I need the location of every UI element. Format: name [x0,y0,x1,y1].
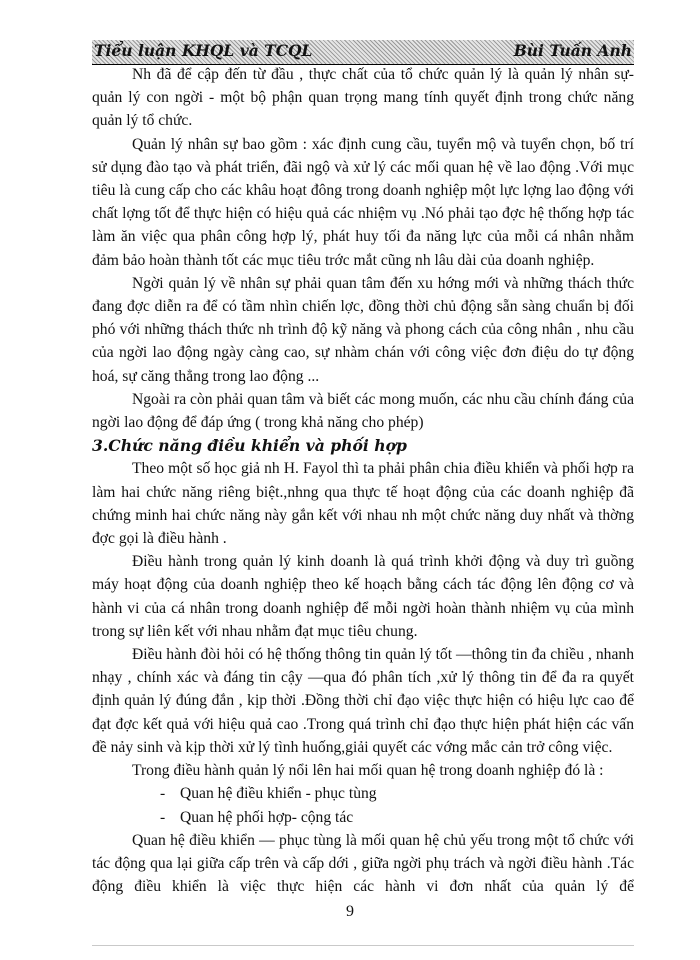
page-number: 9 [346,903,354,920]
bullet-dash: - [160,808,166,826]
section-heading: 3.Chức năng điều khiển và phối hợp [92,436,407,456]
paragraph-4: Ngoài ra còn phải quan tâm và biết các mong muốn, các nhu cầu chính đáng của ngời lao động để đáp ứng ( trong khả năng cho phép) [92,390,634,432]
bullet-dash: - [160,785,166,803]
page-body [92,63,634,898]
list-item-text: Quan hệ phối hợp- cộng tác [180,808,354,826]
relation-list [92,782,634,828]
paragraph-8: Trong điều hành quản lý nổi lên hai mối quan hệ trong doanh nghiệp đó là : [132,762,604,780]
list-item [92,806,634,829]
list-item [92,782,634,805]
paragraph-5: Theo một số học giả nh H. Fayol thì ta phải phân chia điều khiển và phối hợp ra làm hai chức năng riêng biệt.,nhng qua thực tế hoạt động của các doanh nghiệp đã chứng minh hai chức năng này gắn kết với nhau nh một chức năng duy nhất và thờng đợc gọi là điều hành . [92,460,634,548]
footer-rule [92,945,634,946]
header-author: Bùi Tuấn Anh [513,41,632,60]
paragraph-1: Nh đã để cập đến từ đầu , thực chất của tổ chức quản lý là quản lý nhân sự- quản lý con ngời - một bộ phận quan trọng mang tính quyết định trong chức năng quản lý tổ chức. [92,66,634,130]
paragraph-3: Ngời quản lý về nhân sự phải quan tâm đến xu hớng mới và những thách thức đang đợc diễn ra để có tầm nhìn chiến lợc, đồng thời chủ động sẵn sàng chuẩn bị đối phó với những thách thức nh trình độ kỹ năng và phong cách của công nhân , nhu cầu của ngời lao động ngày càng cao, sự nhàm chán với công việc đơn điệu do tự động hoá, sự căng thẳng trong lao động ... [92,274,634,385]
header-title: Tiểu luận KHQL và TCQL [94,41,313,60]
paragraph-7: Điều hành đòi hỏi có hệ thống thông tin quản lý tốt —thông tin đa chiều , nhanh nhạy , chính xác và đáng tin cậy —qua đó phân tích ,xử lý thông tin để đa ra quyết định quản lý đúng đắn , kịp thời .Đồng thời chỉ đạo việc thực hiện có hiệu lực cao để đạt đợc kết quả với hiệu quả cao .Trong quá trình chỉ đạo thực hiện phát hiện các vấn đề nảy sinh và kịp thời xử lý tình huống,giải quyết các vớng mắc cản trở công việc. [92,646,634,756]
page-header [92,40,634,65]
paragraph-6: Điều hành trong quản lý kinh doanh là quá trình khởi động và duy trì guồng máy hoạt động của doanh nghiệp theo kế hoạch bằng cách tác động lên động cơ và hành vi của cá nhân trong doanh nghiệp để mỗi ngời hoàn thành nhiệm vụ của mình trong sự liên kết với nhau nhằm đạt mục tiêu chung. [92,553,634,640]
paragraph-9: Quan hệ điều khiển — phục tùng là mối quan hệ chủ yếu trong một tổ chức với tác động qua lại giữa cấp trên và cấp dới , giữa ngời phụ trách và ngời điều hành .Tác động điều khiển là việc thực hiện các hành vi đơn nhất của quản lý để [92,831,634,896]
list-item-text: Quan hệ điều khiển - phục tùng [180,785,377,803]
paragraph-2: Quản lý nhân sự bao gồm : xác định cung cầu, tuyển mộ và tuyển chọn, bố trí sử dụng đào tạo và phát triển, đãi ngộ và xử lý các mối quan hệ về lao động .Với mục tiêu là cung cấp cho các khâu hoạt đông trong doanh nghiệp một lực lợng lao động với chất lợng tốt để thực hiện có hiệu quả các nhiệm vụ .Nó phải tạo đợc hệ thống hợp tác làm ăn việc qua phân công hợp lý, phát huy tối đa năng lực của mỗi cá nhân nhằm đảm bảo hoàn thành tốt các mục tiêu trớc mắt cũng nh lâu dài của doanh nghiệp. [92,135,634,269]
